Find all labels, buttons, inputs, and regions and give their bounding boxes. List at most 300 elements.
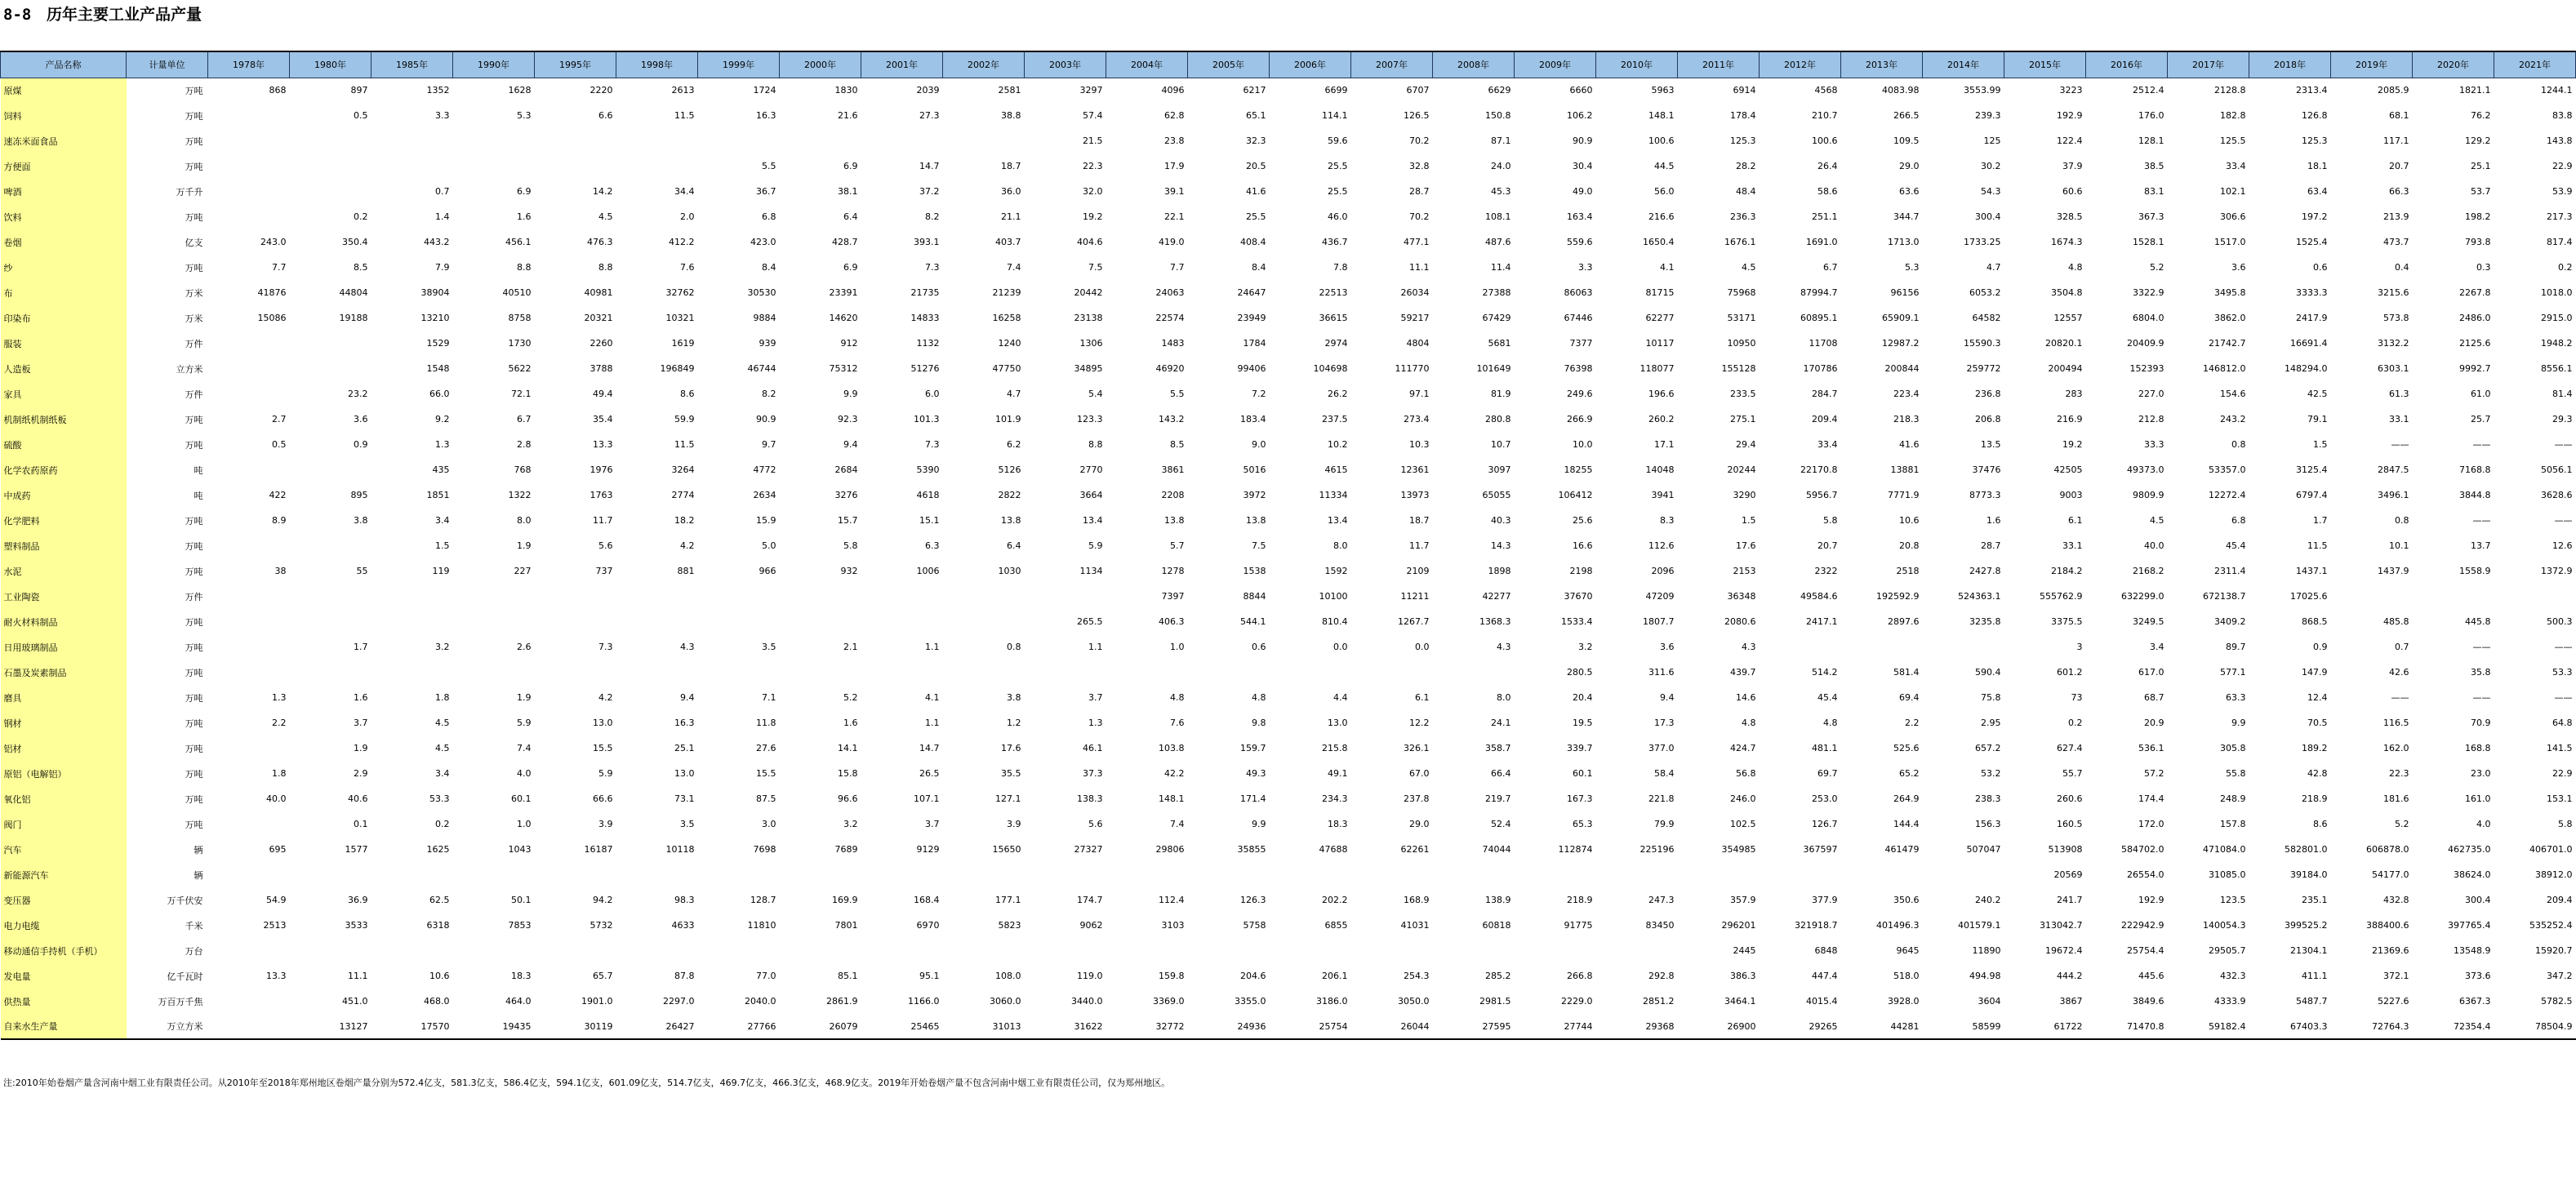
- value-cell: 5126: [998, 464, 1021, 475]
- value-cell: 92.3: [838, 414, 858, 424]
- value-cell: 3.2: [843, 819, 858, 829]
- value-cell: 2.95: [1981, 718, 2001, 728]
- value-cell: 31013: [943, 1014, 1025, 1039]
- value-cell: 3.7: [1088, 692, 1103, 703]
- value-cell: [208, 356, 290, 381]
- value-cell: [861, 938, 943, 963]
- value-cell: 5.6: [598, 540, 613, 551]
- value-cell: 0.6: [2313, 262, 2328, 273]
- value-cell: [1188, 862, 1270, 887]
- value-cell: 119: [432, 566, 450, 576]
- value-cell: 5758: [1243, 920, 1266, 931]
- value-cell: 123.3: [1077, 414, 1103, 424]
- value-cell: 11810: [747, 920, 776, 931]
- value-cell: 0.4: [2395, 262, 2409, 273]
- value-cell: 6.1: [1415, 692, 1430, 703]
- value-cell: [943, 660, 1025, 685]
- value-cell: 1.7: [354, 642, 368, 652]
- value-cell: 436.7: [1322, 237, 1348, 247]
- value-cell: 350.6: [1893, 895, 1920, 905]
- value-cell: 1.6: [843, 718, 858, 728]
- value-cell: 423.0: [750, 237, 776, 247]
- table-row: [1, 685, 2576, 710]
- value-cell: 13881: [1890, 464, 1920, 475]
- unit-cell: 万米: [185, 287, 203, 299]
- product-name-cell: 方便面: [1, 153, 127, 179]
- value-cell: 125.3: [1730, 136, 1756, 146]
- value-cell: 582801.0: [2285, 844, 2328, 855]
- value-cell: 2229.0: [1561, 996, 1593, 1007]
- value-cell: 5.0: [762, 540, 776, 551]
- value-cell: 0.0: [1415, 642, 1430, 652]
- value-cell: 3.4: [2150, 642, 2164, 652]
- unit-cell: 万吨: [185, 85, 203, 96]
- value-cell: 1483: [1161, 338, 1185, 349]
- value-cell: 26.2: [1328, 389, 1348, 399]
- value-cell: [780, 938, 861, 963]
- value-cell: 9.9: [2231, 718, 2246, 728]
- value-cell: 58.6: [1817, 186, 1838, 197]
- column-header-year: 1990年: [453, 51, 535, 78]
- value-cell: 10.3: [1409, 439, 1430, 450]
- column-header-year: 2003年: [1025, 51, 1106, 78]
- value-cell: 555762.9: [2040, 591, 2083, 602]
- value-cell: 5732: [589, 920, 613, 931]
- value-cell: 3132.2: [2378, 338, 2409, 349]
- value-cell: 4.0: [2476, 819, 2491, 829]
- value-cell: 13.0: [674, 768, 695, 779]
- value-cell: 7.7: [1170, 262, 1185, 273]
- value-cell: 38.1: [838, 186, 858, 197]
- value-cell: 10.6: [1899, 515, 1920, 526]
- value-cell: 53.9: [2552, 186, 2573, 197]
- value-cell: 46920: [1155, 363, 1185, 374]
- product-name-cell: 石墨及炭素制品: [1, 660, 127, 685]
- value-cell: 67429: [1482, 313, 1511, 323]
- value-cell: 90.9: [756, 414, 776, 424]
- value-cell: 1322: [508, 490, 532, 500]
- value-cell: 23.8: [1164, 136, 1185, 146]
- column-header-year: 2006年: [1270, 51, 1351, 78]
- value-cell: 7.1: [762, 692, 776, 703]
- value-cell: 2297.0: [663, 996, 695, 1007]
- value-cell: 5956.7: [1806, 490, 1838, 500]
- value-cell: 8.2: [925, 211, 940, 222]
- value-cell: 8.6: [2313, 819, 2328, 829]
- value-cell: [371, 862, 453, 887]
- value-cell: 183.4: [1240, 414, 1266, 424]
- table-row: [1, 938, 2576, 963]
- value-cell: 4.4: [1333, 692, 1348, 703]
- unit-cell: 亿千瓦时: [167, 971, 203, 982]
- value-cell: 3.4: [435, 515, 450, 526]
- value-cell: 11211: [1400, 591, 1430, 602]
- value-cell: 9.4: [680, 692, 695, 703]
- table-row: [1, 786, 2576, 811]
- value-cell: 150.8: [1485, 110, 1511, 121]
- value-cell: 487.6: [1485, 237, 1511, 247]
- column-header-year: 1985年: [371, 51, 453, 78]
- value-cell: 9645: [1896, 945, 1920, 956]
- value-cell: 38.5: [2144, 161, 2164, 171]
- unit-cell: 万吨: [185, 616, 203, 628]
- value-cell: 57.4: [1083, 110, 1103, 121]
- value-cell: 2109: [1406, 566, 1430, 576]
- value-cell: 7.8: [1333, 262, 1348, 273]
- value-cell: 16.3: [756, 110, 776, 121]
- value-cell: 7.5: [1252, 540, 1266, 551]
- value-cell: 209.4: [1812, 414, 1838, 424]
- value-cell: 3125.4: [2296, 464, 2328, 475]
- value-cell: 25465: [861, 1014, 943, 1039]
- value-cell: ——: [2554, 642, 2573, 652]
- value-cell: 56.0: [1654, 186, 1675, 197]
- value-cell: 401496.3: [1876, 920, 1920, 931]
- unit-cell: 万台: [185, 945, 203, 957]
- value-cell: 9.9: [1252, 819, 1266, 829]
- value-cell: 13.0: [593, 718, 613, 728]
- column-header-year: 2017年: [2168, 51, 2249, 78]
- value-cell: 27388: [1482, 287, 1511, 298]
- value-cell: 1517.0: [2214, 237, 2246, 247]
- value-cell: 1.2: [1007, 718, 1021, 728]
- value-cell: [208, 204, 290, 229]
- value-cell: 15.8: [838, 768, 858, 779]
- value-cell: 7.7: [272, 262, 287, 273]
- value-cell: 7.4: [517, 743, 532, 753]
- value-cell: 328.5: [2057, 211, 2083, 222]
- value-cell: 9.4: [843, 439, 858, 450]
- value-cell: 7168.8: [2459, 464, 2491, 475]
- value-cell: 222942.9: [2121, 920, 2164, 931]
- value-cell: 6660: [1569, 85, 1593, 96]
- table-row: [1, 128, 2576, 153]
- value-cell: 59182.4: [2168, 1014, 2249, 1039]
- value-cell: 514.2: [1812, 667, 1838, 678]
- value-cell: 126.7: [1812, 819, 1838, 829]
- value-cell: 37.9: [2062, 161, 2083, 171]
- value-cell: 40510: [502, 287, 532, 298]
- value-cell: 29265: [1760, 1014, 1841, 1039]
- value-cell: 122.4: [2057, 136, 2083, 146]
- value-cell: 16.6: [1573, 540, 1593, 551]
- value-cell: 42505: [2053, 464, 2083, 475]
- value-cell: 8.4: [1252, 262, 1266, 273]
- value-cell: 237.8: [1404, 793, 1430, 804]
- value-cell: 260.2: [1648, 414, 1675, 424]
- value-cell: [698, 128, 780, 153]
- value-cell: 7689: [834, 844, 858, 855]
- column-header-year: 2007年: [1351, 51, 1433, 78]
- value-cell: 2208: [1161, 490, 1185, 500]
- value-cell: 22170.8: [1800, 464, 1838, 475]
- value-cell: 5.2: [843, 692, 858, 703]
- value-cell: ——: [2391, 439, 2409, 450]
- value-cell: 1.6: [1987, 515, 2001, 526]
- value-cell: 2915.0: [2541, 313, 2573, 323]
- value-cell: [698, 609, 780, 634]
- value-cell: 4.5: [435, 743, 450, 753]
- value-cell: 10.2: [1328, 439, 1348, 450]
- value-cell: 895: [350, 490, 368, 500]
- value-cell: 1018.0: [2541, 287, 2573, 298]
- value-cell: 103.8: [1159, 743, 1185, 753]
- value-cell: 5823: [998, 920, 1021, 931]
- value-cell: 462735.0: [2448, 844, 2491, 855]
- product-name-cell: 纱: [1, 255, 127, 280]
- value-cell: 3.7: [925, 819, 940, 829]
- table-row: [1, 837, 2576, 862]
- unit-cell: 万千升: [176, 186, 203, 198]
- value-cell: 40.3: [1491, 515, 1511, 526]
- value-cell: 4083.98: [1882, 85, 1920, 96]
- value-cell: 33.1: [2389, 414, 2409, 424]
- product-name-cell: 饲料: [1, 103, 127, 128]
- value-cell: 32762: [665, 287, 695, 298]
- value-cell: 15086: [257, 313, 287, 323]
- value-cell: [371, 153, 453, 179]
- value-cell: 377.9: [1812, 895, 1838, 905]
- value-cell: 22.9: [2552, 768, 2573, 779]
- value-cell: [290, 457, 371, 482]
- value-cell: 372.1: [2383, 971, 2409, 981]
- unit-cell: 万吨: [185, 110, 203, 122]
- value-cell: 251.1: [1812, 211, 1838, 222]
- column-header-year: 1995年: [535, 51, 616, 78]
- table-row: [1, 356, 2576, 381]
- value-cell: 432.8: [2383, 895, 2409, 905]
- value-cell: 14833: [910, 313, 940, 323]
- value-cell: 443.2: [424, 237, 450, 247]
- value-cell: 6.7: [1823, 262, 1838, 273]
- value-cell: 6.8: [762, 211, 776, 222]
- value-cell: 53.3: [429, 793, 450, 804]
- value-cell: 246.0: [1730, 793, 1756, 804]
- value-cell: 4096: [1161, 85, 1185, 96]
- value-cell: 313042.7: [2040, 920, 2083, 931]
- value-cell: 27.3: [919, 110, 940, 121]
- value-cell: 138.9: [1485, 895, 1511, 905]
- value-cell: 148.1: [1648, 110, 1675, 121]
- value-cell: [1188, 660, 1270, 685]
- value-cell: [1270, 862, 1351, 887]
- value-cell: 34895: [1074, 363, 1103, 374]
- value-cell: 42277: [1482, 591, 1511, 602]
- value-cell: 3235.8: [1969, 616, 2001, 627]
- value-cell: 168.4: [914, 895, 940, 905]
- value-cell: 215.8: [1322, 743, 1348, 753]
- value-cell: [616, 153, 698, 179]
- value-cell: 445.6: [2138, 971, 2164, 981]
- value-cell: 62.8: [1164, 110, 1185, 121]
- value-cell: 4.5: [598, 211, 613, 222]
- value-cell: 87.8: [674, 971, 695, 981]
- table-row: [1, 558, 2576, 584]
- value-cell: 13.8: [1246, 515, 1266, 526]
- value-cell: 55: [356, 566, 368, 576]
- value-cell: 156.3: [1975, 819, 2001, 829]
- unit-cell: 万件: [185, 338, 203, 349]
- value-cell: 10.6: [429, 971, 450, 981]
- value-cell: [943, 938, 1025, 963]
- value-cell: 347.2: [2547, 971, 2573, 981]
- value-cell: 234.3: [1322, 793, 1348, 804]
- value-cell: 4.0: [517, 768, 532, 779]
- value-cell: 100.6: [1648, 136, 1675, 146]
- value-cell: 35855: [1237, 844, 1266, 855]
- value-cell: 24063: [1155, 287, 1185, 298]
- unit-cell: 亿支: [185, 237, 203, 248]
- value-cell: 13973: [1400, 490, 1430, 500]
- value-cell: 1166.0: [908, 996, 940, 1007]
- table-row: [1, 78, 2576, 103]
- value-cell: [208, 153, 290, 179]
- product-name-cell: 原煤: [1, 78, 127, 103]
- value-cell: 63.4: [2307, 186, 2328, 197]
- column-header-year: 2002年: [943, 51, 1025, 78]
- value-cell: 326.1: [1404, 743, 1430, 753]
- value-cell: 6.8: [2231, 515, 2246, 526]
- value-cell: [453, 660, 535, 685]
- value-cell: 35.4: [593, 414, 613, 424]
- value-cell: [1760, 634, 1841, 660]
- value-cell: 30530: [747, 287, 776, 298]
- value-cell: 264.9: [1893, 793, 1920, 804]
- value-cell: 8.5: [354, 262, 368, 273]
- value-cell: 300.4: [1975, 211, 2001, 222]
- unit-cell: 万吨: [185, 566, 203, 577]
- value-cell: 155128: [1721, 363, 1756, 374]
- value-cell: 202.2: [1322, 895, 1348, 905]
- value-cell: 1529: [426, 338, 450, 349]
- value-cell: 2184.2: [2051, 566, 2083, 576]
- value-cell: [1270, 938, 1351, 963]
- value-cell: 3355.0: [1235, 996, 1266, 1007]
- value-cell: 657.2: [1975, 743, 2001, 753]
- value-cell: 25.6: [1573, 515, 1593, 526]
- value-cell: 1528.1: [2133, 237, 2164, 247]
- value-cell: 6318: [426, 920, 450, 931]
- value-cell: 108.1: [1485, 211, 1511, 222]
- value-cell: 9809.9: [2133, 490, 2164, 500]
- table-row: [1, 103, 2576, 128]
- value-cell: 8.9: [272, 515, 287, 526]
- value-cell: 36.9: [348, 895, 368, 905]
- value-cell: 216.6: [1648, 211, 1675, 222]
- value-cell: 71470.8: [2086, 1014, 2168, 1039]
- value-cell: [1515, 938, 1596, 963]
- value-cell: 6848: [1814, 945, 1838, 956]
- value-cell: 143.8: [2547, 136, 2573, 146]
- value-cell: 2.1: [843, 642, 858, 652]
- value-cell: 143.2: [1159, 414, 1185, 424]
- value-cell: 10321: [665, 313, 695, 323]
- value-cell: 21735: [910, 287, 940, 298]
- value-cell: 444.2: [2057, 971, 2083, 981]
- value-cell: ——: [2554, 515, 2573, 526]
- value-cell: 1368.3: [1479, 616, 1511, 627]
- value-cell: 36.0: [1001, 186, 1021, 197]
- value-cell: 1.5: [1742, 515, 1756, 526]
- value-cell: 10117: [1645, 338, 1675, 349]
- value-cell: 30.4: [1573, 161, 1593, 171]
- unit-cell: 立方米: [176, 363, 203, 375]
- value-cell: 59.6: [1328, 136, 1348, 146]
- value-cell: [290, 356, 371, 381]
- value-cell: 62261: [1400, 844, 1430, 855]
- value-cell: 12361: [1400, 464, 1430, 475]
- value-cell: 73.1: [674, 793, 695, 804]
- value-cell: 3533: [345, 920, 368, 931]
- value-cell: 3440.0: [1071, 996, 1103, 1007]
- value-cell: 204.6: [1240, 971, 1266, 981]
- value-cell: 11890: [1972, 945, 2001, 956]
- value-cell: 106.2: [1567, 110, 1593, 121]
- value-cell: 49.1: [1328, 768, 1348, 779]
- value-cell: 3.3: [435, 110, 450, 121]
- value-cell: 63.3: [2226, 692, 2246, 703]
- value-cell: [290, 533, 371, 558]
- product-name-cell: 布: [1, 280, 127, 305]
- value-cell: 11.8: [756, 718, 776, 728]
- value-cell: 13.8: [1164, 515, 1185, 526]
- value-cell: 428.7: [832, 237, 858, 247]
- value-cell: 40981: [584, 287, 613, 298]
- value-cell: 7.6: [1170, 718, 1185, 728]
- value-cell: 243.0: [260, 237, 287, 247]
- value-cell: 3369.0: [1153, 996, 1185, 1007]
- value-cell: 104698: [1313, 363, 1348, 374]
- value-cell: 25754.4: [2127, 945, 2164, 956]
- value-cell: [535, 609, 616, 634]
- value-cell: 87.1: [1491, 136, 1511, 146]
- value-cell: 174.4: [2138, 793, 2164, 804]
- value-cell: 15650: [992, 844, 1021, 855]
- value-cell: 259772: [1966, 363, 2001, 374]
- value-cell: 65055: [1482, 490, 1511, 500]
- unit-cell: 万千伏安: [167, 895, 203, 906]
- value-cell: 3861: [1161, 464, 1185, 475]
- value-cell: 94.2: [593, 895, 613, 905]
- value-cell: 2851.2: [1643, 996, 1675, 1007]
- unit-cell: 吨: [194, 490, 203, 501]
- column-header-year: 2001年: [861, 51, 943, 78]
- value-cell: 1.9: [354, 743, 368, 753]
- value-cell: 154.6: [2220, 389, 2246, 399]
- value-cell: 3.8: [354, 515, 368, 526]
- value-cell: 169.9: [832, 895, 858, 905]
- value-cell: 0.6: [1252, 642, 1266, 652]
- value-cell: [535, 660, 616, 685]
- value-cell: 21.1: [1001, 211, 1021, 222]
- value-cell: [616, 938, 698, 963]
- value-cell: 243.2: [2220, 414, 2246, 424]
- value-cell: 4.3: [1497, 642, 1511, 652]
- value-cell: 58599: [1923, 1014, 2004, 1039]
- value-cell: 181.6: [2383, 793, 2409, 804]
- value-cell: 1030: [998, 566, 1021, 576]
- value-cell: 0.2: [354, 211, 368, 222]
- value-cell: 236.8: [1975, 389, 2001, 399]
- value-cell: 573.8: [2383, 313, 2409, 323]
- value-cell: 51276: [910, 363, 940, 374]
- value-cell: 2.6: [517, 642, 532, 652]
- value-cell: 9.2: [435, 414, 450, 424]
- value-cell: 451.0: [342, 996, 368, 1007]
- value-cell: 6.9: [843, 161, 858, 171]
- value-cell: [943, 609, 1025, 634]
- unit-cell: 万吨: [185, 414, 203, 425]
